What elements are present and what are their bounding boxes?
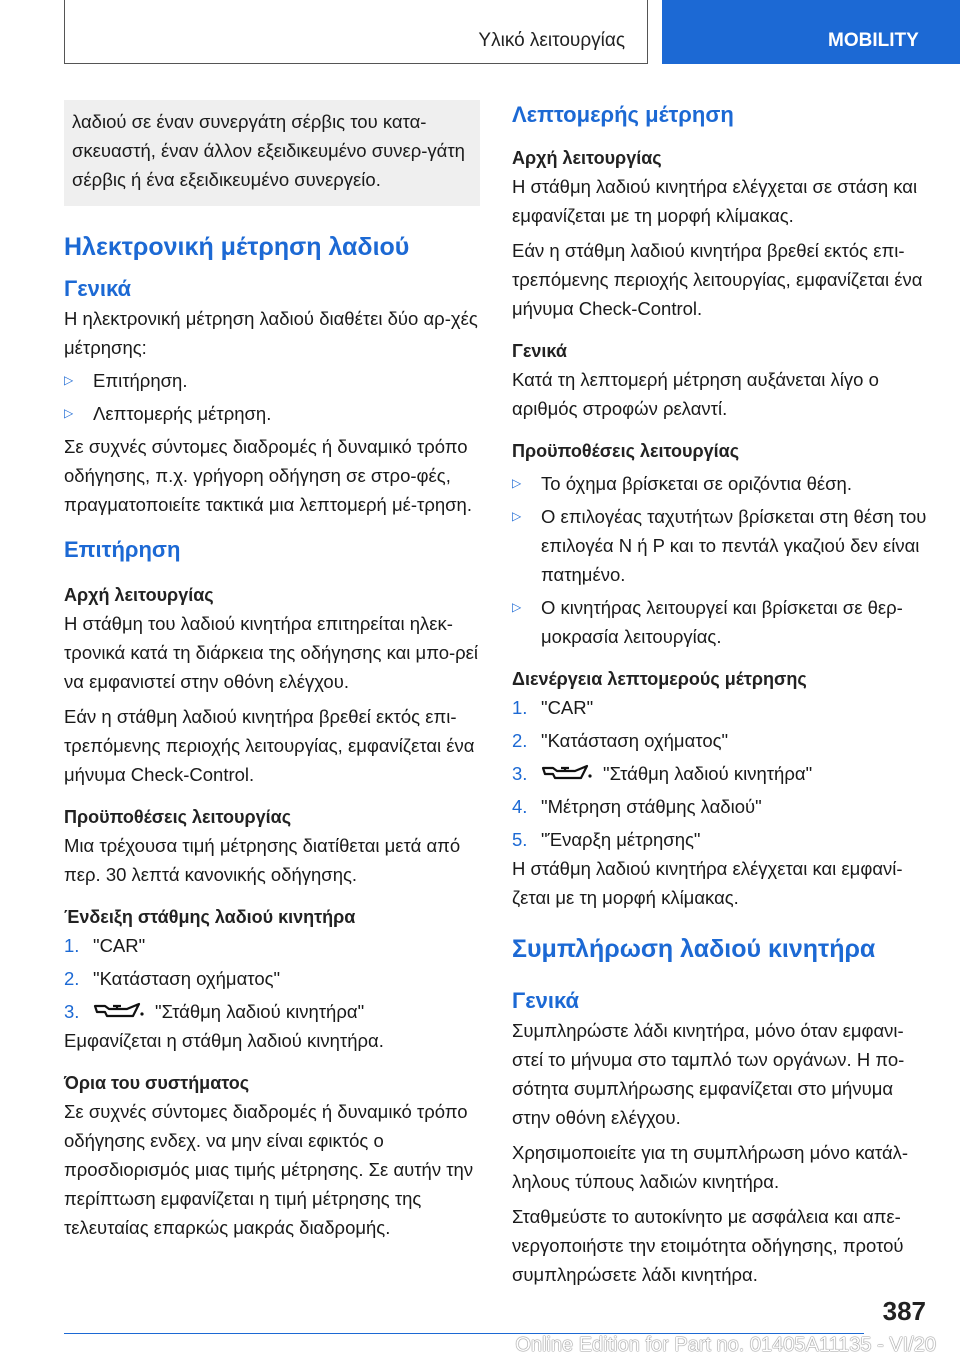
list-item: ▷ Λεπτομερής μέτρηση. [64, 399, 480, 428]
paragraph: Εάν η στάθμη λαδιού κινητήρα βρεθεί εκτός επι-τρεπόμενης περιοχής λειτουργίας, εμφανίζεται ένα μήνυμα Check-Control. [512, 240, 923, 319]
oil-can-icon [541, 762, 593, 784]
list-item: 5. "Έναρξη μέτρησης" [512, 829, 701, 850]
list-item: 4. "Μέτρηση στάθμης λαδιού" [512, 796, 762, 817]
heading-detailed-measurement: Λεπτομερής μέτρηση [512, 102, 734, 127]
paragraph: Η στάθμη λαδιού κινητήρα ελέγχεται και εμφανί-ζεται με τη μορφή κλίμακας. [512, 858, 903, 908]
subheading-principle: Αρχή λειτουργίας [64, 585, 214, 605]
note-box: λαδιού σε έναν συνεργάτη σέρβις του κατα-σκευαστή, έναν άλλον εξειδικευμένο συνερ-γάτη σέρβις ή ένα εξειδικευμένο συνεργείο. [64, 100, 480, 206]
subheading-principle: Αρχή λειτουργίας [512, 148, 662, 168]
paragraph: Μια τρέχουσα τιμή μέτρησης διατίθεται μετά από περ. 30 λεπτά κανονικής οδήγησης. [64, 835, 461, 885]
list-item: ▷ Επιτήρηση. [64, 366, 480, 395]
list-item: ▷ Το όχημα βρίσκεται σε οριζόντια θέση. [512, 469, 928, 498]
header-tab-mobility[interactable]: MOBILITY [662, 0, 960, 64]
heading-general: Γενικά [512, 988, 580, 1013]
paragraph: Κατά τη λεπτομερή μέτρηση αυξάνεται λίγο ο αριθμός στροφών ρελαντί. [512, 369, 879, 419]
paragraph: Η στάθμη του λαδιού κινητήρα επιτηρείται ηλεκ-τρονικά κατά τη διάρκεια της οδήγησης και μπο-ρεί να εμφανιστεί στην οθόνη ελέγχου. [64, 613, 479, 692]
right-column [512, 100, 928, 1289]
subheading-prerequisites: Προϋποθέσεις λειτουργίας [512, 441, 740, 461]
triangle-bullet-icon: ▷ [512, 476, 522, 490]
list-item: 2. "Κατάσταση οχήματος" [512, 730, 729, 751]
paragraph: Χρησιμοποιείτε για τη συμπλήρωση μόνο κατάλ-ληλους τύπους λαδιών κινητήρα. [512, 1142, 909, 1192]
heading-topping-up-oil: Συμπλήρωση λαδιού κινητήρα [512, 935, 876, 963]
list-item: ▷ Ο κινητήρας λειτουργεί και βρίσκεται σε θερ-μοκρασία λειτουργίας. [512, 593, 928, 651]
oil-can-icon [93, 1000, 145, 1022]
list-item: ▷ Ο επιλογέας ταχυτήτων βρίσκεται στη θέση του επιλογέα N ή P και το πεντάλ γκαζιού δεν είναι πατημένο. [512, 502, 928, 589]
paragraph: Εάν η στάθμη λαδιού κινητήρα βρεθεί εκτός επι-τρεπόμενης περιοχής λειτουργίας, εμφανίζεται ένα μήνυμα Check-Control. [64, 706, 475, 785]
page-number: 387 [882, 1296, 926, 1326]
list-item: 1. "CAR" [512, 697, 594, 718]
heading-general: Γενικά [64, 276, 132, 301]
list-item: 2. "Κατάσταση οχήματος" [64, 968, 281, 989]
paragraph: Σταθμεύστε το αυτοκίνητο με ασφάλεια και απε-νεργοποιήστε την ετοιμότητα οδήγησης, προτού συμπληρώσετε λάδι κινητήρα. [512, 1206, 904, 1285]
subheading-oil-level-display: Ένδειξη στάθμης λαδιού κινητήρα [64, 907, 356, 927]
header-frame [64, 0, 648, 64]
header-section-title: Υλικό λειτουργίας [478, 30, 625, 51]
paragraph: Συμπληρώστε λάδι κινητήρα, μόνο όταν εμφανι-στεί το μήνυμα στο ταμπλό των οργάνων. Η πο-σότητα συμπλήρωσης εμφανίζεται στο μήνυμα στην οθόνη ελέγχου. [512, 1020, 905, 1128]
left-column [64, 100, 480, 1242]
subheading-execute-measurement: Διενέργεια λεπτομερούς μέτρησης [512, 669, 807, 689]
heading-electronic-oil-measurement: Ηλεκτρονική μέτρηση λαδιού [64, 233, 410, 261]
list-item: 3. "Στάθμη λαδιού κινητήρα" [64, 1001, 365, 1022]
paragraph: Σε συχνές σύντομες διαδρομές ή δυναμικό τρόπο οδήγησης ενδεχ. να μην είναι εφικτός ο προσδιορισμός μιας τιμής μέτρησης. Σε αυτήν την περίπτωση εμφανίζεται η τιμή μέτρησης της τελευταίας επαρκώς μακράς διαδρομής. [64, 1101, 474, 1238]
triangle-bullet-icon: ▷ [512, 600, 522, 614]
paragraph: Η στάθμη λαδιού κινητήρα ελέγχεται σε στάση και εμφανίζεται με τη μορφή κλίμακας. [512, 176, 918, 226]
list-item: 1. "CAR" [64, 935, 146, 956]
subheading-general: Γενικά [512, 341, 567, 361]
triangle-bullet-icon: ▷ [64, 373, 74, 387]
heading-monitoring: Επιτήρηση [64, 537, 181, 562]
paragraph: Η ηλεκτρονική μέτρηση λαδιού διαθέτει δύο αρ-χές μέτρησης: [64, 308, 478, 358]
footer-edition-text: Online Edition for Part no. 01405A11135 - VI/20 [515, 1334, 936, 1356]
paragraph: Εμφανίζεται η στάθμη λαδιού κινητήρα. [64, 1030, 384, 1051]
triangle-bullet-icon: ▷ [512, 509, 522, 523]
subheading-system-limits: Όρια του συστήματος [64, 1073, 250, 1093]
subheading-prerequisites: Προϋποθέσεις λειτουργίας [64, 807, 292, 827]
list-item: 3. "Στάθμη λαδιού κινητήρα" [512, 763, 813, 784]
paragraph: Σε συχνές σύντομες διαδρομές ή δυναμικό τρόπο οδήγησης, π.χ. γρήγορη οδήγηση σε στρο-φές, πραγματοποιείτε τακτικά μια λεπτομερή μέ-τρηση. [64, 436, 472, 515]
triangle-bullet-icon: ▷ [64, 406, 74, 420]
